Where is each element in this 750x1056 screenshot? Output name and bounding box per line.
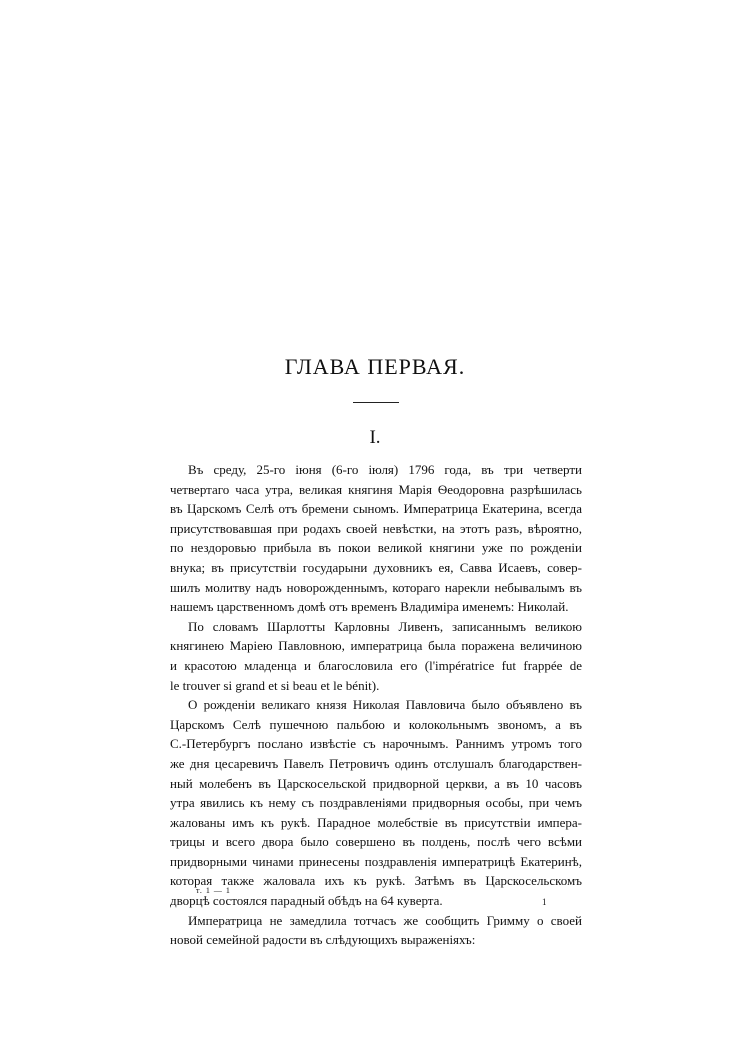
text-line: Царскомъ Селѣ пушечною пальбою и колокольнымъ звономъ, а въ: [170, 716, 582, 732]
text-line: дворцѣ состоялся парадный обѣдъ на 64 куверта.: [170, 893, 443, 909]
text-line: въ Царскомъ Селѣ отъ бремени сыномъ. Императрица Екатерина, всегда: [170, 501, 582, 517]
text-line: Въ среду, 25-го іюня (6-го іюля) 1796 года, въ три четверти: [188, 462, 582, 477]
paragraph-2: [170, 617, 582, 695]
text-line: которая также жаловала ихъ къ рукѣ. Затѣмъ въ Царскосельскомъ: [170, 873, 582, 889]
text-line: четвертаго часа утра, великая княгиня Марія Ѳеодоровна разрѣшилась: [170, 481, 582, 497]
text-line: по нездоровью прибыла въ покои великой княгини уже по рожденіи: [170, 540, 582, 556]
text-line: внука; въ присутствіи государыни духовникъ ея, Савва Исаевъ, совер-: [170, 559, 582, 575]
page-number: 1: [542, 897, 547, 907]
text-line: присутствовавшая при родахъ своей невѣстки, на этотъ разъ, вѣроятно,: [170, 520, 582, 536]
section-number: I.: [369, 427, 381, 448]
text-line: новой семейной радости въ слѣдующихъ выраженіяхъ:: [170, 932, 476, 948]
text-line: нашемъ царственномъ домѣ отъ временъ Владиміра именемъ: Николай.: [170, 599, 569, 615]
title-rule: [353, 402, 399, 403]
paragraph-1: [170, 460, 582, 617]
body-text: [170, 460, 582, 950]
text-line: придворными чинами принесены поздравленія императрицѣ Екатеринѣ,: [170, 853, 582, 869]
chapter-title: ГЛАВА ПЕРВАЯ.: [284, 354, 466, 379]
text-line: О рожденіи великаго князя Николая Павловича было объявлено въ: [188, 697, 582, 713]
text-line: С.-Петербургъ послано извѣстіе съ нарочнымъ. Раннимъ утромъ того: [170, 736, 582, 752]
text-line: le trouver si grand et si beau et le bénit).: [170, 677, 380, 693]
text-line: шилъ молитву надъ новорожденнымъ, котораго нарекли небывалымъ въ: [170, 579, 582, 595]
paragraph-4: [170, 911, 582, 950]
text-line: По словамъ Шарлотты Карловны Ливенъ, записаннымъ великою: [188, 618, 582, 634]
text-line: жалованы имъ къ рукѣ. Парадное молебствіе въ присутствіи импера-: [170, 814, 582, 830]
signature-mark: т. 1 — 1: [196, 886, 231, 895]
paragraph-3: [170, 695, 582, 911]
text-line: же дня цесаревичъ Павелъ Петровичъ одинъ отслушалъ благодарствен-: [170, 755, 582, 771]
text-line: и красотою младенца и благословила его (l'impératrice fut frappée de: [170, 657, 582, 673]
text-line: ный молебенъ въ Царскосельской придворной церкви, а въ 10 часовъ: [170, 775, 582, 791]
text-line: трицы и всего двора было совершено въ полдень, послѣ чего всѣми: [170, 834, 582, 850]
text-line: княгинею Маріею Павловною, императрица была поражена величиною: [170, 638, 582, 654]
text-line: Императрица не замедлила тотчасъ же сообщить Гримму о своей: [188, 912, 582, 928]
text-line: утра явились къ нему съ поздравленіями придворныя особы, при чемъ: [170, 795, 582, 811]
